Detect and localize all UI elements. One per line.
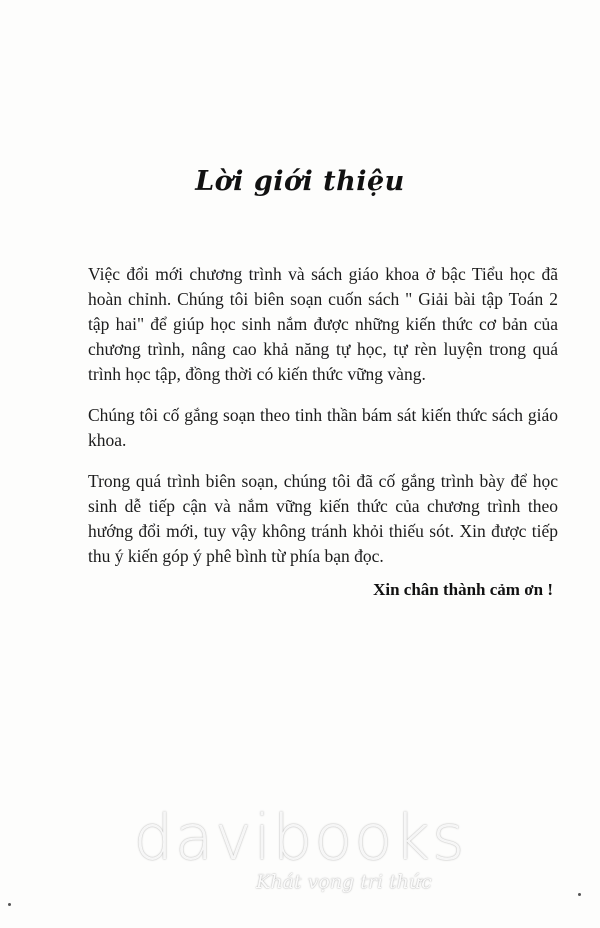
watermark-brand: davibooks — [133, 801, 467, 874]
paragraph-3: Trong quá trình biên soạn, chúng tôi đã cố gắng trình bày để học sinh dễ tiếp cận và nắm vững kiến thức của chương trình theo hướng đổi mới, tuy vậy không tránh khỏi thiếu sót. Xin được tiếp thu ý kiến góp ý phê bình từ phía bạn đọc. — [88, 471, 558, 566]
print-speck — [578, 893, 581, 896]
print-speck — [8, 903, 11, 906]
watermark-tagline: Khát vọng tri thức — [256, 871, 432, 893]
body-text — [88, 262, 558, 585]
paragraph-1: Việc đổi mới chương trình và sách giáo khoa ở bậc Tiểu học đã hoàn chỉnh. Chúng tôi biên soạn cuốn sách " Giải bài tập Toán 2 tập hai" để giúp học sinh nắm được những kiến thức cơ bản của chương trình, nâng cao khả năng tự học, tự rèn luyện trong quá trình học tập, đồng thời có kiến thức vững vàng. — [88, 264, 558, 384]
paragraph-2: Chúng tôi cố gắng soạn theo tinh thần bám sát kiến thức sách giáo khoa. — [88, 405, 558, 450]
watermark — [0, 801, 600, 893]
closing-line: Xin chân thành cảm ơn ! — [373, 580, 553, 599]
page-title: Lời giới thiệu — [195, 166, 405, 197]
